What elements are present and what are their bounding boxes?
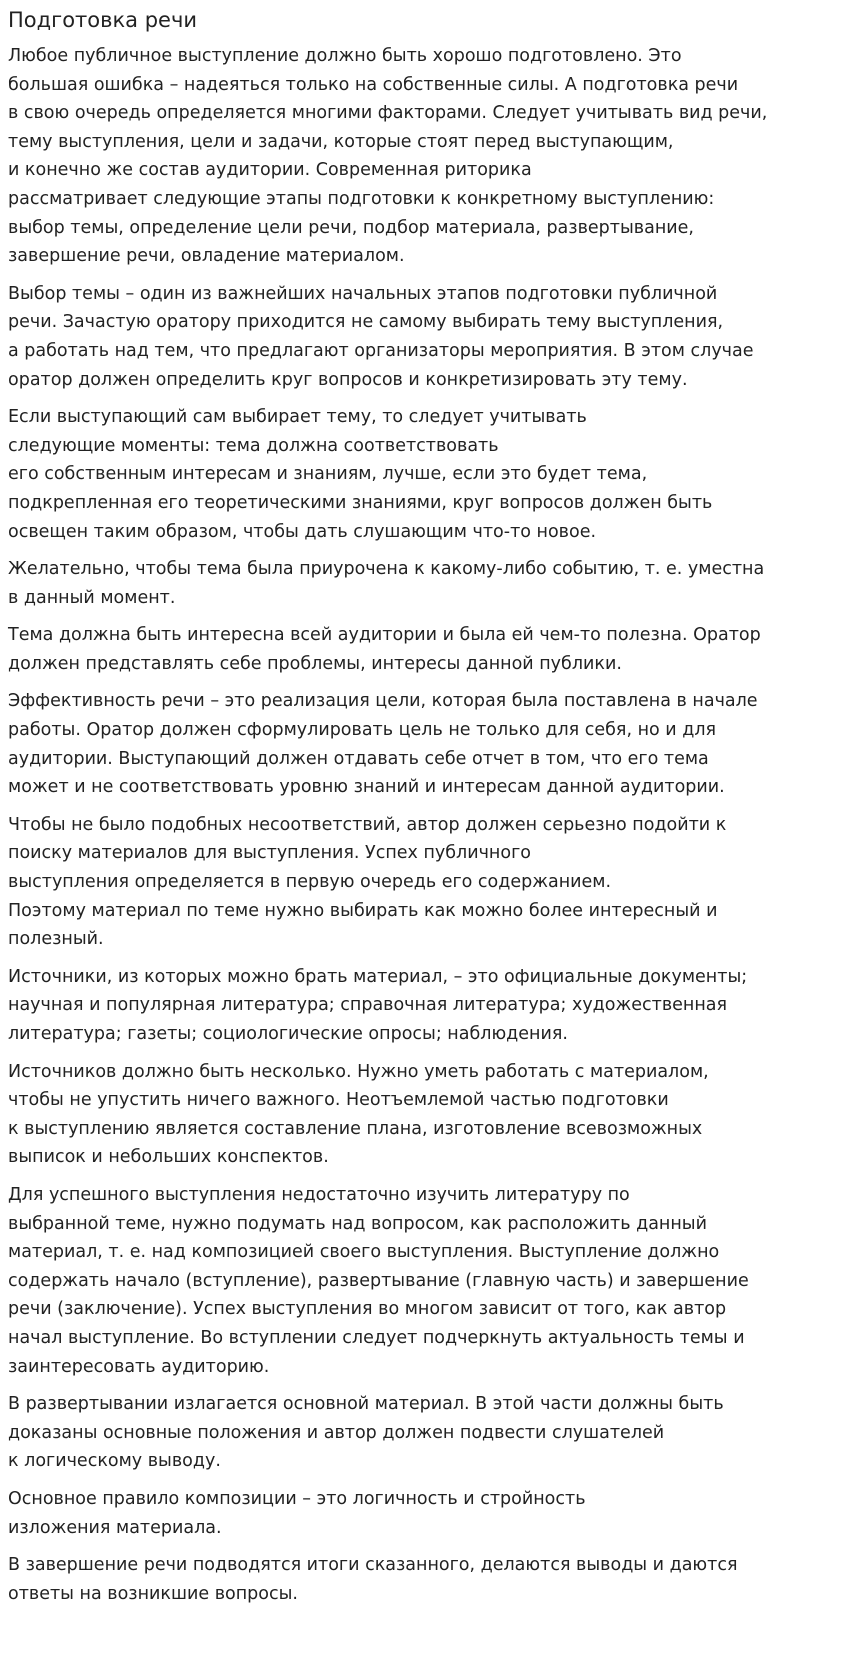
paragraph: Тема должна быть интересна всей аудитории и была ей чем-то полезна. Оратор должен представлять себе проблемы, интересы данной публики.: [8, 625, 761, 674]
paragraph: Эффективность речи – это реализация цели, которая была поставлена в начале работы. Оратор должен сформулировать цель не только для себя, но и для аудитории. Выступающий должен отдавать себе отчет в том, что его тема может и не соответствовать уровню знаний и интересам данной аудитории.: [8, 691, 758, 798]
paragraph: Любое публичное выступление должно быть хорошо подготовлено. Это большая ошибка – надеяться только на собственные силы. А подготовка речи в свою очередь определяется многими факторами. Следует учитывать вид речи, тему выступления, цели и задачи, которые стоят перед выступающим, и конечно же состав аудитории. Современная риторика рассматривает следующие этапы подготовки к конкретному выступлению: выбор темы, определение цели речи, подбор материала, развертывание, завершение речи, овладение материалом.: [8, 46, 768, 267]
page-title: Подготовка речи: [8, 8, 198, 32]
paragraph: В завершение речи подводятся итоги сказанного, делаются выводы и даются ответы на возникшие вопросы.: [8, 1555, 738, 1604]
paragraph: Источников должно быть несколько. Нужно уметь работать с материалом, чтобы не упустить ничего важного. Неотъемлемой частью подготовки к выступлению является составление плана, изготовление всевозможных выписок и небольших конспектов.: [8, 1061, 709, 1168]
article-body: [8, 42, 839, 1608]
paragraph: Выбор темы – один из важнейших начальных этапов подготовки публичной речи. Зачастую оратору приходится не самому выбирать тему выступления, а работать над тем, что предлагают организаторы мероприятия. В этом случае оратор должен определить круг вопросов и конкретизировать эту тему.: [8, 283, 754, 390]
paragraph: Основное правило композиции – это логичность и стройность изложения материала.: [8, 1488, 586, 1538]
paragraph: Желательно, чтобы тема была приурочена к какому-либо событию, т. е. уместна в данный момент.: [8, 559, 765, 608]
paragraph: Источники, из которых можно брать материал, – это официальные документы; научная и популярная литература; справочная литература; художественная литература; газеты; социологические опросы; наблюдения.: [8, 966, 748, 1044]
paragraph: Если выступающий сам выбирает тему, то следует учитывать следующие моменты: тема должна соответствовать его собственным интересам и знаниям, лучше, если это будет тема, подкрепленная его теоретическими знаниями, круг вопросов должен быть освещен таким образом, чтобы дать слушающим что-то новое.: [8, 407, 713, 542]
paragraph: Для успешного выступления недостаточно изучить литературу по выбранной теме, нужно подумать над вопросом, как расположить данный материал, т. е. над композицией своего выступления. Выступление должно содержать начало (вступление), развертывание (главную часть) и завершение речи (заключение). Успех выступления во многом зависит от того, как автор начал выступление. Во вступлении следует подчеркнуть актуальность темы и заинтересовать аудиторию.: [8, 1184, 749, 1377]
paragraph: В развертывании излагается основной материал. В этой части должны быть доказаны основные положения и автор должен подвести слушателей к логическому выводу.: [8, 1394, 724, 1472]
paragraph: Чтобы не было подобных несоответствий, автор должен серьезно подойти к поиску материалов для выступления. Успех публичного выступления определяется в первую очередь его содержанием. Поэтому материал по теме нужно выбирать как можно более интересный и полезный.: [8, 814, 727, 950]
